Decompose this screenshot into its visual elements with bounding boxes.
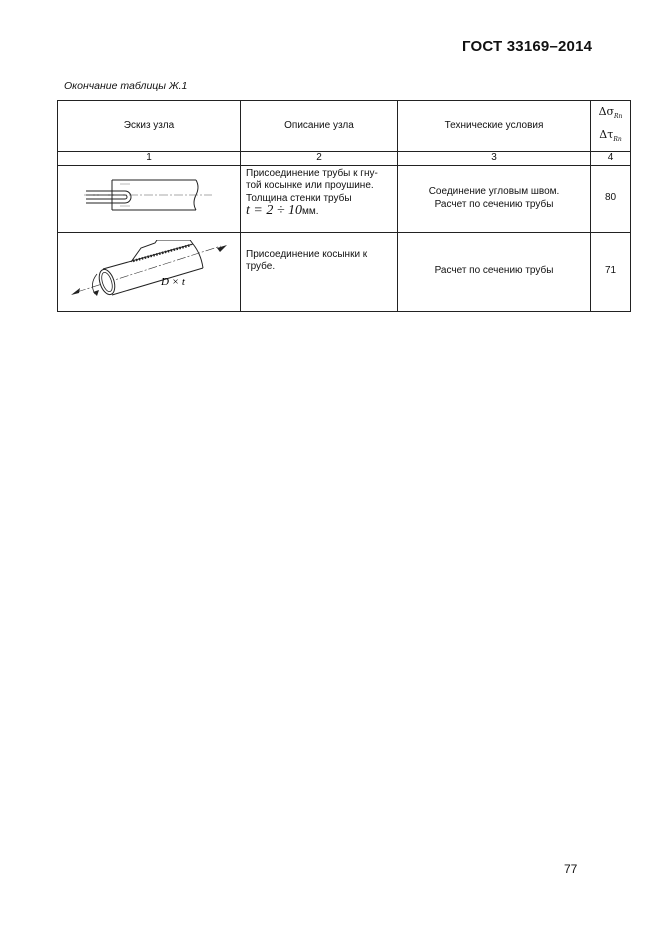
col-header-stress — [591, 101, 631, 152]
tube-gusset-sketch — [69, 240, 229, 298]
col-header-sketch: Эскиз узла — [58, 101, 241, 152]
tube-size-label: D × t — [161, 276, 185, 289]
condition-line: Соединение угловым швом. — [428, 186, 560, 197]
joint-table — [57, 100, 631, 312]
conditions-cell — [398, 232, 591, 311]
table-caption: Окончание таблицы Ж.1 — [64, 80, 188, 92]
column-number-row — [58, 152, 631, 166]
stress-value: 80 — [591, 165, 631, 232]
document-code: ГОСТ 33169–2014 — [462, 38, 593, 55]
col-header-conditions: Технические условия — [398, 101, 591, 152]
wall-thickness-formula: t = 2 ÷ 10мм. — [246, 203, 319, 218]
col-number-4: 4 — [591, 152, 631, 166]
description-cell — [241, 165, 398, 232]
description-cell — [241, 232, 398, 311]
description-line: Присоединение трубы к гну- — [246, 167, 378, 179]
stress-symbol-tau: $\Delta\tau_{Rn}$ — [599, 128, 622, 144]
stress-symbol-sigma: $\Delta\sigma_{Rn}$ — [598, 104, 623, 120]
table-row — [58, 232, 631, 311]
condition-line: Расчет по сечению трубы — [434, 198, 554, 210]
conditions-cell — [398, 165, 591, 232]
description-line: Присоединение косынки к — [246, 248, 368, 260]
bent-gusset-sketch — [84, 176, 214, 216]
stress-value: 71 — [591, 232, 631, 311]
description-line: Толщина стенки трубы — [246, 192, 352, 204]
table-row — [58, 165, 631, 232]
header-row — [58, 101, 631, 152]
page-number: 77 — [564, 862, 578, 876]
col-number-3: 3 — [398, 152, 591, 166]
sketch-cell — [58, 165, 241, 232]
col-header-description: Описание узла — [241, 101, 398, 152]
col-number-2: 2 — [241, 152, 398, 166]
col-number-1: 1 — [58, 152, 241, 166]
description-line: трубе. — [246, 261, 276, 272]
condition-line: Расчет по сечению трубы — [434, 265, 554, 277]
description-line: той косынке или проушине. — [246, 180, 374, 191]
sketch-cell — [58, 232, 241, 311]
